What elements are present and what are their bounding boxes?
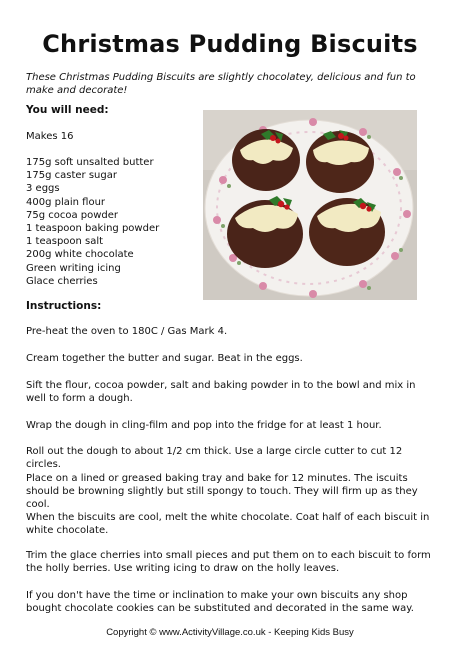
instruction-step: If you don't have the time or inclination to make your own biscuits any shop bought chocolate cookies can be substituted and decorated in the same way. [26, 590, 414, 614]
ingredient-item: 75g cocoa powder [26, 209, 119, 221]
ingredient-item: Glace cherries [26, 275, 98, 287]
biscuits-photo [203, 110, 417, 300]
ingredient-item: 1 teaspoon baking powder [26, 223, 160, 235]
instruction-step: Pre-heat the oven to 180C / Gas Mark 4. [26, 326, 228, 337]
instruction-step: Cream together the butter and sugar. Beat in the eggs. [26, 353, 303, 364]
copyright-footer: Copyright © www.ActivityVillage.co.uk - Keeping Kids Busy [106, 627, 354, 638]
instructions-heading: Instructions: [26, 300, 102, 312]
biscuits-plate-illustration [203, 110, 417, 300]
instruction-step: Trim the glace cherries into small pieces and put them on to each biscuit to form the holly berries. Use writing icing to draw on the holly leaves. [26, 550, 431, 574]
you-will-need-heading: You will need: [26, 104, 109, 116]
ingredient-item: 3 eggs [26, 183, 60, 195]
ingredient-item: 200g white chocolate [26, 249, 134, 261]
ingredient-item: Green writing icing [26, 262, 121, 274]
page-title: Christmas Pudding Biscuits [42, 30, 418, 58]
ingredient-item: 1 teaspoon salt [26, 236, 104, 248]
instruction-step: Sift the flour, cocoa powder, salt and baking powder in to the bowl and mix in well to form a dough. [26, 380, 416, 404]
ingredient-item: 175g caster sugar [26, 170, 117, 182]
makes-count: Makes 16 [26, 131, 74, 142]
instruction-step: Wrap the dough in cling-film and pop into the fridge for at least 1 hour. [26, 420, 382, 431]
ingredients-list [26, 156, 159, 288]
intro-text: These Christmas Pudding Biscuits are slightly chocolatey, delicious and fun to make and decorate! [26, 72, 416, 96]
instruction-step: Place on a lined or greased baking tray and bake for 12 minutes. The iscuits should be browning slightly but still spongy to touch. They will firm up as they cool. [26, 473, 418, 510]
ingredient-item: 175g soft unsalted butter [26, 157, 154, 168]
instruction-step: Roll out the dough to about 1/2 cm thick. Use a large circle cutter to cut 12 circles. [26, 446, 403, 470]
instruction-step: When the biscuits are cool, melt the white chocolate. Coat half of each biscuit in white chocolate. [26, 512, 430, 536]
ingredient-item: 400g plain flour [26, 196, 106, 208]
